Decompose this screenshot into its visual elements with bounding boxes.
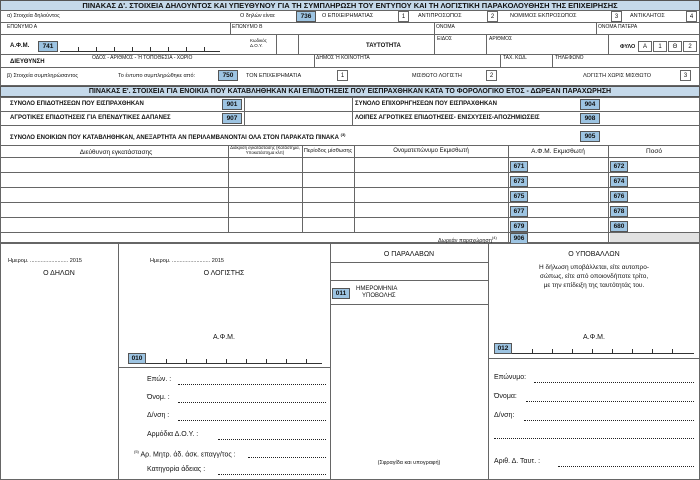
ypovallon-dnsi: Δ/νση: — [494, 412, 515, 419]
sup-5: (5) — [134, 449, 139, 454]
col-address: Διεύθυνση εγκατάστασης — [79, 149, 153, 156]
logistis-mitro-text: Αρ. Μητρ. άδ. άσκ. επαγγ/τος : — [140, 451, 236, 459]
ypovallon-text-3: με την επίδειξη της ταυτότητάς του. — [543, 282, 645, 289]
filler-3-check[interactable]: 3 — [680, 70, 691, 81]
section-e-title: ΠΙΝΑΚΑΣ Ε'. ΣΤΟΙΧΕΙΑ ΓΙΑ ΕΝΟΙΚΙΑ ΠΟΥ ΚΑΤΑΒΛΗΘΗΚΑΝ ΚΑΙ ΕΠΙΔΟΤΗΣΕΙΣ ΠΟΥ ΕΙΣΠΡΑΧΘΗΚΑΝ ΚΑΤΑ ΤΟ ΦΟΡΟΛΟΓΙΚΟ ΕΤΟΣ - ΔΩΡΕΑΝ ΠΑΡΑΧΩΡΗΣΗ — [0, 86, 700, 97]
code-010: 010 — [128, 353, 146, 364]
dieythynsi-label: ΔΙΕΥΘΥΝΣΗ — [10, 59, 45, 65]
role-2-label: ΑΝΤΙΠΡΟΣΩΠΟΣ — [418, 13, 462, 19]
code-676: 676 — [610, 191, 628, 202]
code-680: 680 — [610, 221, 628, 232]
o-ypovallon-title: Ο ΥΠΟΒΑΛΛΩΝ — [568, 251, 620, 258]
r2b-label: ΛΟΙΠΕΣ ΑΓΡΟΤΙΚΕΣ ΕΠΙΔΟΤΗΣΕΙΣ- ΕΝΙΣΧΥΣΕΙΣ-ΑΠΟΖΗΜΙΩΣΕΙΣ — [355, 115, 540, 121]
o-dilon-title: Ο ΔΗΛΩΝ — [43, 270, 75, 277]
a-label: α) Στοιχεία δηλούντος — [7, 13, 60, 19]
code-907: 907 — [222, 113, 242, 124]
code-750: 750 — [218, 70, 238, 81]
code-908: 908 — [580, 113, 600, 124]
code-906: 906 — [510, 233, 528, 244]
imerom-1: Ημερομ. ......................... 2015 — [8, 258, 82, 264]
role-4-label: ΑΝΤΙΚΛΗΤΟΣ — [630, 13, 665, 19]
col-owner: Ονοματεπώνυμο Εκμισθωτή — [393, 148, 469, 154]
fylo-label: ΦΥΛΟ — [620, 44, 636, 50]
code-011: 011 — [332, 288, 350, 299]
logistis-katigoria: Κατηγορία άδειας : — [147, 466, 206, 473]
tilefono-label: ΤΗΛΕΦΩΝΟ — [555, 55, 584, 61]
code-675: 675 — [510, 191, 528, 202]
code-672: 672 — [610, 161, 628, 172]
dorean-sup: (4) — [491, 235, 497, 240]
fylo-2[interactable]: 2 — [683, 41, 697, 52]
col-afm: Α.Φ.Μ. Εκμισθωτή — [531, 148, 585, 155]
fylo-a[interactable]: Α — [638, 41, 652, 52]
code-741: 741 — [38, 41, 58, 52]
role-4-check[interactable]: 4 — [686, 11, 697, 22]
filler-1-check[interactable]: 1 — [337, 70, 348, 81]
b-desc: Το έντυπο συμπληρώθηκε από: — [118, 73, 196, 79]
filler-2-label: ΜΙΣΘΩΤΟ ΛΟΓΙΣΤΗ — [412, 73, 462, 79]
role-1-label: Ο ΕΠΙΧΕΙΡΗΜΑΤΙΑΣ — [322, 13, 374, 19]
code-678: 678 — [610, 206, 628, 217]
r1-label: ΣΥΝΟΛΟ ΕΠΙΔΟΤΗΣΕΩΝ ΠΟΥ ΕΙΣΠΡΑΧΘΗΚΑΝ — [10, 101, 144, 107]
code-901: 901 — [222, 99, 242, 110]
code-673: 673 — [510, 176, 528, 187]
section-d-title: ΠΙΝΑΚΑΣ Δ'. ΣΤΟΙΧΕΙΑ ΔΗΛΟΥΝΤΟΣ ΚΑΙ ΥΠΕΥΘΥΝΟΥ ΓΙΑ ΤΗ ΣΥΜΠΛΗΡΩΣΗ ΤΟΥ ΕΝΤΥΠΟΥ ΚΑΙ ΤΗ ΛΟΓΙΣΤΙΚΗ ΠΑΡΑΚΟΛΟΥΘΗΣΗ ΤΗΣ ΕΠΙΧΕΙΡΗΣΗΣ — [0, 0, 700, 11]
afm-label: Α.Φ.Μ. — [10, 43, 30, 49]
code-012: 012 — [494, 343, 512, 354]
dorean-shade — [610, 233, 699, 242]
imerominia-label: ΗΜΕΡΟΜΗΝΙΑ — [356, 286, 398, 292]
ypovallon-text-2: σώπως, είτε από οποιονδήποτε τρίτο, — [539, 273, 649, 280]
onoma-label: ΟΝΟΜΑ — [436, 24, 455, 30]
col-type: Διάκριση εγκατάστασης (Κατάστημα, Υποκατάστημα κλπ) — [230, 145, 300, 155]
tk-label: ΤΑΧ. ΚΩΔ. — [503, 55, 527, 61]
ypovallon-taftotita: Αριθ. Δ. Ταυτ. : — [494, 458, 541, 465]
ypovallon-text-1: Η δήλωση υποβάλλεται, είτε αυτοπρο- — [538, 264, 650, 271]
logistis-doy: Αρμόδια Δ.Ο.Υ. : — [147, 431, 199, 438]
code-736: 736 — [296, 11, 316, 22]
afm-ypovallon-label: Α.Φ.Μ. — [583, 334, 605, 341]
r3-sup: (3) — [340, 132, 346, 137]
role-3-check[interactable]: 3 — [611, 11, 622, 22]
code-671: 671 — [510, 161, 528, 172]
logistis-dnsi: Δ/νση : — [147, 412, 170, 419]
eidos-label: ΕΙΔΟΣ — [437, 36, 452, 42]
o-dilon-label: Ο δηλών είναι: — [240, 13, 276, 19]
role-1-check[interactable]: 1 — [398, 11, 409, 22]
imerom-2: Ημερομ. ......................... 2015 — [150, 258, 224, 264]
col-amount: Ποσό — [646, 148, 662, 155]
o-logistis-title: Ο ΛΟΓΙΣΤΗΣ — [203, 270, 245, 277]
logistis-onoma: Όνομ. : — [147, 394, 170, 401]
eponymo-label: ΕΠΩΝΥΜΟ Α — [7, 24, 38, 30]
dimos-label: ΔΗΜΟΣ Ή ΚΟΙΝΟΤΗΤΑ — [316, 55, 370, 61]
logistis-mitro — [134, 449, 236, 458]
odos-label: ΟΔΟΣ - ΑΡΙΘΜΟΣ - Ή ΤΟΠΟΘΕΣΙΑ - ΧΩΡΙΟ — [92, 55, 193, 61]
arithmos-label: ΑΡΙΘΜΟΣ — [489, 36, 513, 42]
kodikos-doy-label: Κωδικός Δ.Ο.Υ. — [250, 38, 267, 48]
filler-2-check[interactable]: 2 — [486, 70, 497, 81]
o-paralavon-title: Ο ΠΑΡΑΛΑΒΩΝ — [383, 251, 435, 258]
code-905: 905 — [580, 131, 600, 142]
r3-label — [10, 132, 346, 141]
onoma-patera-label: ΟΝΟΜΑ ΠΑΤΕΡΑ — [598, 24, 638, 30]
ypovallon-onoma: Όνομα: — [494, 393, 517, 400]
eponymo-b-label: ΕΠΩΝΥΜΟ Β — [232, 24, 263, 30]
role-3-label: ΝΟΜΙΜΟΣ ΕΚΠΡΟΣΩΠΟΣ — [510, 13, 577, 19]
code-904: 904 — [580, 99, 600, 110]
code-679: 679 — [510, 221, 528, 232]
logistis-eponymo: Επών. : — [147, 376, 172, 383]
b-label: β) Στοιχεία συμπληρώσαντος — [7, 73, 79, 79]
r3-text: ΣΥΝΟΛΟ ΕΝΟΙΚΙΩΝ ΠΟΥ ΚΑΤΑΒΛΗΘΗΚΑΝ, ΑΝΕΞΑΡΤΗΤΑ ΑΝ ΠΕΡΙΛΑΜΒΑΝΟΝΤΑΙ ΟΛΑ ΣΤΟΝ ΠΑΡΑΚΑΤΩ ΠΙΝΑΚΑ — [10, 135, 339, 141]
dorean-text: Δωρεάν παραχώρηση — [438, 237, 492, 244]
filler-1-label: ΤΟΝ ΕΠΙΧΕΙΡΗΜΑΤΙΑ — [246, 73, 302, 79]
taftotita-label: ΤΑΥΤΟΤΗΤΑ — [366, 43, 401, 49]
fylo-th[interactable]: Θ — [668, 41, 682, 52]
r2-label: ΑΓΡΟΤΙΚΕΣ ΕΠΙΔΟΤΗΣΕΙΣ ΓΙΑ ΕΠΕΝΔΥΤΙΚΕΣ ΔΑΠΑΝΕΣ — [10, 115, 171, 121]
role-2-check[interactable]: 2 — [487, 11, 498, 22]
fylo-1[interactable]: 1 — [653, 41, 667, 52]
ypovolis-label: ΥΠΟΒΟΛΗΣ — [362, 293, 396, 299]
col-period: Περίοδος μίσθωσης — [303, 148, 353, 154]
afm-logistis-label: Α.Φ.Μ. — [213, 334, 235, 341]
sfragida-label: (Σφραγίδα και υπογραφή) — [377, 460, 441, 466]
code-677: 677 — [510, 206, 528, 217]
code-674: 674 — [610, 176, 628, 187]
r1b-label: ΣΥΝΟΛΟ ΕΠΙΧΟΡΗΓΗΣΕΩΝ ΠΟΥ ΕΙΣΠΡΑΧΘΗΚΑΝ — [355, 101, 497, 107]
ypovallon-eponymo: Επώνυμο: — [494, 374, 527, 381]
filler-3-label: ΛΟΓΙΣΤΗ ΧΩΡΙΣ ΜΙΣΘΩΤΟ — [583, 73, 651, 79]
